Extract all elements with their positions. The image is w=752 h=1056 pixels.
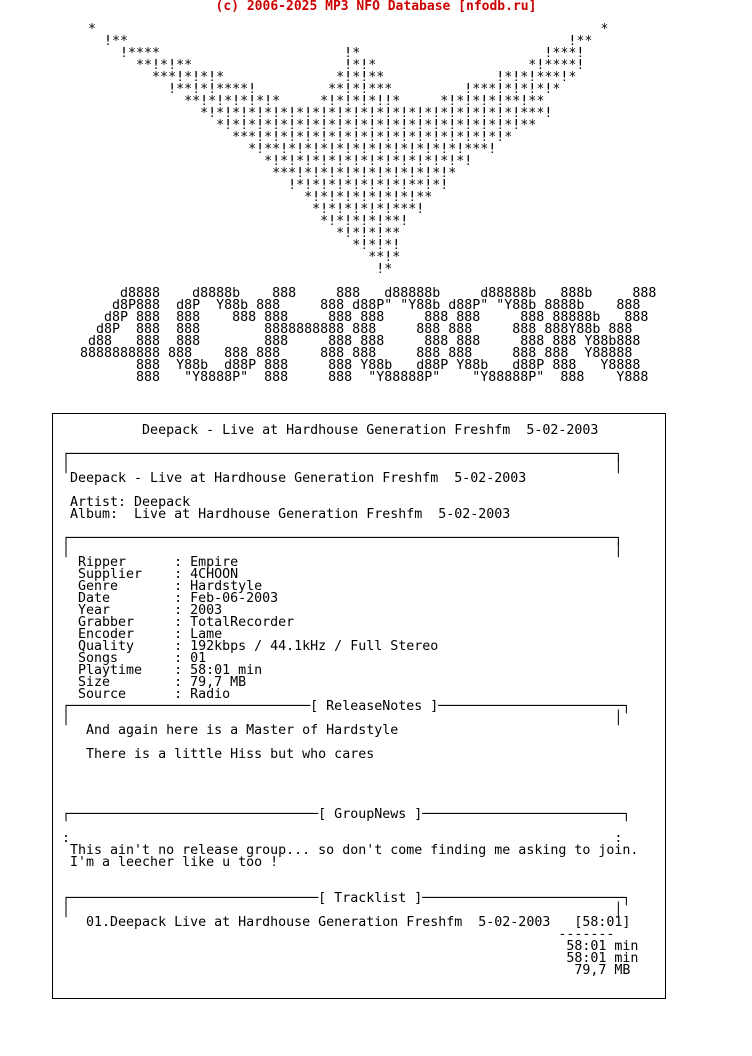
box-side-2: │ │ bbox=[62, 543, 623, 558]
track-separator: ------- bbox=[62, 927, 615, 942]
detail-supplier: Supplier : 4CHOON bbox=[62, 567, 239, 582]
detail-source: Source : Radio bbox=[62, 687, 231, 702]
detail-date: Date : Feb-06-2003 bbox=[62, 591, 279, 606]
box-side-1: │ │ bbox=[62, 459, 623, 474]
detail-grabber: Grabber : TotalRecorder bbox=[62, 615, 295, 630]
release-notes-line-1: And again here is a Master of Hardstyle bbox=[62, 723, 399, 738]
detail-size: Size : 79,7 MB bbox=[62, 675, 247, 690]
detail-encoder: Encoder : Lame bbox=[62, 627, 223, 642]
track-1: 01.Deepack Live at Hardhouse Generation Freshfm 5-02-2003 [58:01] bbox=[62, 915, 631, 930]
box-side-4: │ │ bbox=[62, 903, 623, 918]
site-banner: (c) 2006-2025 MP3 NFO Database [nfodb.ru] bbox=[215, 0, 537, 14]
detail-playtime: Playtime : 58:01 min bbox=[62, 663, 263, 678]
box-top-1: ┌────────────────────────────────────────────────────────────────────┐ bbox=[62, 447, 623, 462]
tracklist-header: ┌───────────────────────────────[ Tracklist ]─────────────────────────┐ bbox=[62, 891, 631, 906]
group-news-header: ┌───────────────────────────────[ GroupNews ]─────────────────────────┐ bbox=[62, 807, 631, 822]
ascii-bird-art: * * !** !** !**** !* !***! **!*!** !*!* *!****! ***!*!*!* *!*!** !*!*!***!* !**!*!****! **!*!*** !***!*!*!*!* **!*!*!*!*!* *!*!*!*!!* *!*!*!*!**!** *!*!*!*!*!*!*!*!*!*!*!*!*!*!*!*!*!*!*!*!***! *!*!*!*!*!*!*!*!*!*!*!*!*!*!*!*!*!*!*!** ***!*!*!*!*!*!*!*!*!*!*!*!*!*!*!*!* *!**!*!*!*!*!*!*!*!*!*!*!*!***! *!*!*!*!*!*!*!*!*!*!*!*!*! ***!*!*!*!*!*!*!*!*!*!* !*!*!*!*!*!*!*!**!*! *!*!*!*!*!*!*!** *!*!*!*!*!***! *!*!*!*!**! *!*!*!** *!*!*! **!* !* bbox=[88, 22, 609, 277]
total-size: 79,7 MB bbox=[62, 963, 631, 978]
box-top-2: ┌────────────────────────────────────────────────────────────────────┐ bbox=[62, 531, 623, 546]
group-news-line-1: This ain't no release group... so don't come finding me asking to join. bbox=[62, 843, 639, 858]
box-side-3: │ │ bbox=[62, 711, 623, 726]
release-notes-header: ┌──────────────────────────────[ ReleaseNotes ]───────────────────────┐ bbox=[62, 699, 631, 714]
group-news-side: : : bbox=[62, 831, 623, 846]
detail-quality: Quality : 192kbps / 44.1kHz / Full Stereo bbox=[62, 639, 439, 654]
total-playtime-2: 58:01 min bbox=[62, 951, 639, 966]
detail-genre: Genre : Hardstyle bbox=[62, 579, 263, 594]
detail-year: Year : 2003 bbox=[62, 603, 223, 618]
release-line: Deepack - Live at Hardhouse Generation Freshfm 5-02-2003 bbox=[62, 471, 527, 486]
group-news-line-2: I'm a leecher like u too ! bbox=[62, 855, 279, 870]
detail-songs: Songs : 01 bbox=[62, 651, 207, 666]
album-line: Album: Live at Hardhouse Generation Freshfm 5-02-2003 bbox=[62, 507, 511, 522]
nfo-body bbox=[62, 425, 638, 977]
artist-line: Artist: Deepack bbox=[62, 495, 191, 510]
release-notes-line-2: There is a little Hiss but who cares bbox=[62, 747, 375, 762]
total-playtime-1: 58:01 min bbox=[62, 939, 639, 954]
nfo-title: Deepack - Live at Hardhouse Generation Freshfm 5-02-2003 bbox=[62, 423, 599, 438]
ascii-logo: d8888 d8888b 888 888 d88888b d88888b 888b 888 d8P888 d8P Y88b 888 888 d88P" "Y88b d88P" "Y88b 8888b 888 d8P 888 888 888 888 888 888 888 888 888 88888b 888 d8P 888 888 8888888888 888 888 888 888 888Y88b 888 d88 888 888 888 888 888 888 888 888 888 Y88b888 8888888888 888 888 888 888 888 888 888 888 888 Y88888 888 Y88b d88P 888 888 Y88b d88P Y88b d88P 888 Y8888 888 "Y8888P" 888 888 "Y88888P" "Y88888P" 888 Y888 bbox=[80, 286, 657, 385]
detail-ripper: Ripper : Empire bbox=[62, 555, 239, 570]
